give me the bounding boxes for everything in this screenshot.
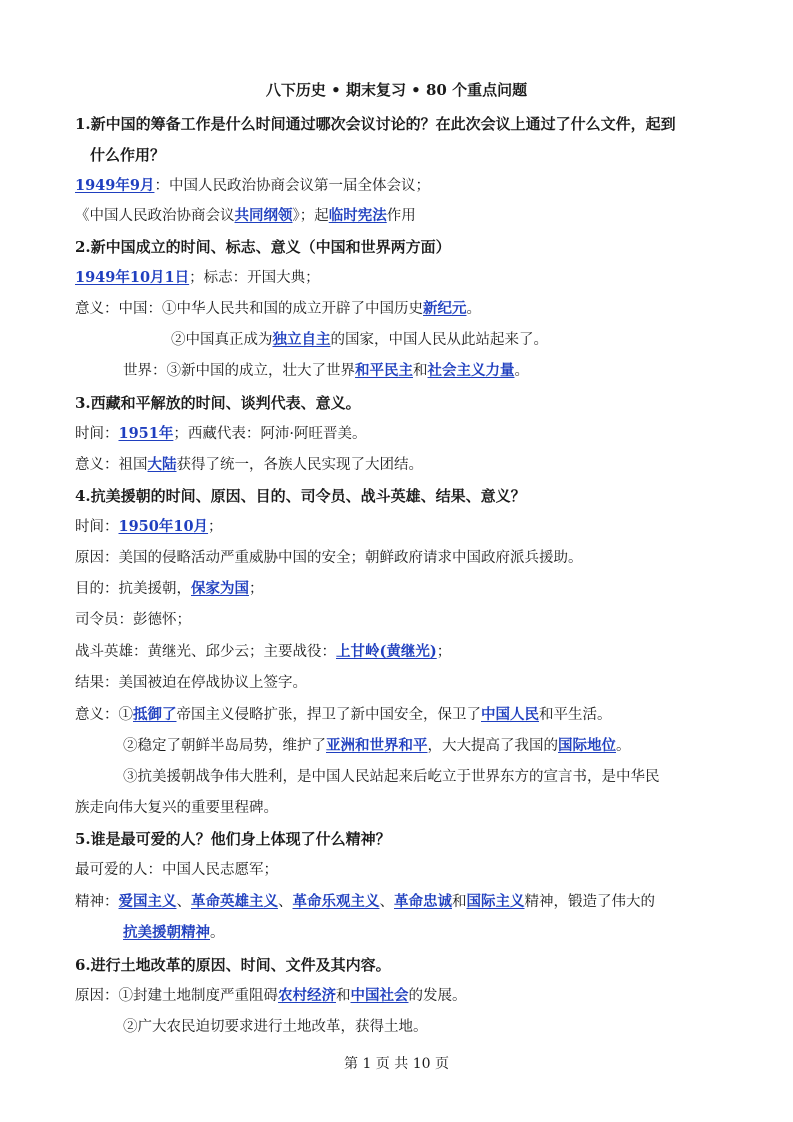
text: 意义：① — [75, 707, 133, 723]
answer-3-line-2 — [75, 455, 725, 475]
answer-6-line-1 — [75, 986, 725, 1006]
question-6: 6.进行土地改革的原因、时间、文件及其内容。 — [75, 956, 391, 974]
text: 获得了统一，各族人民实现了大团结。 — [176, 457, 423, 473]
keyword: 中国人民 — [481, 706, 539, 723]
text: 。 — [514, 363, 529, 379]
answer-2-line-4 — [123, 361, 773, 381]
question-4: 4.抗美援朝的时间、原因、目的、司令员、战斗英雄、结果、意义？ — [75, 487, 526, 505]
text: 族走向伟大复兴的重要里程碑。 — [75, 800, 278, 816]
text: 和 — [413, 363, 428, 379]
answer-2-line-2 — [75, 299, 725, 319]
text: ：中国人民政治协商会议第一届全体会议； — [154, 178, 430, 194]
text: 作用 — [386, 208, 416, 224]
answer-4-line-5 — [75, 642, 725, 662]
answer-6-line-2 — [123, 1017, 773, 1037]
keyword: 1951年 — [118, 425, 174, 442]
keyword: 社会主义力量 — [427, 362, 515, 379]
text: 。 — [616, 738, 631, 754]
question-1: 1.新中国的筹备工作是什么时间通过哪次会议讨论的？在此次会议上通过了什么文件，起到 — [75, 115, 676, 133]
text: 意义：祖国 — [75, 457, 148, 473]
question-3: 3.西藏和平解放的时间、谈判代表、意义。 — [75, 394, 361, 412]
answer-4-line-4 — [75, 610, 725, 630]
answer-1-line-2 — [75, 206, 725, 226]
text: 的国家，中国人民从此站起来了。 — [330, 332, 548, 348]
answer-5-line-1 — [75, 860, 725, 880]
answer-4-line-7 — [75, 705, 725, 725]
answer-3-line-1 — [75, 424, 725, 444]
text: ； — [436, 644, 452, 660]
text: 精神，锻造了伟大的 — [524, 894, 655, 910]
question-5: 5.谁是最可爱的人？他们身上体现了什么精神？ — [75, 830, 391, 848]
keyword: 1949年10月1日 — [75, 269, 190, 286]
text: ；标志：开国大典； — [189, 270, 320, 286]
text: 精神： — [75, 894, 119, 910]
text: 意义：中国：①中华人民共和国的成立开辟了中国历史 — [75, 301, 423, 317]
text: 世界：③新中国的成立，壮大了世界 — [123, 363, 355, 379]
answer-4-line-2 — [75, 548, 725, 568]
text: 、 — [379, 894, 394, 910]
question-2: 2.新中国成立的时间、标志、意义（中国和世界两方面） — [75, 238, 451, 256]
text: 、 — [176, 894, 191, 910]
text: 最可爱的人：中国人民志愿军； — [75, 862, 278, 878]
keyword: 中国社会 — [350, 987, 409, 1004]
answer-2-line-1 — [75, 268, 725, 288]
answer-4-line-3 — [75, 579, 725, 599]
text: 原因：美国的侵略活动严重威胁中国的安全；朝鲜政府请求中国政府派兵援助。 — [75, 550, 583, 566]
keyword: 独立自主 — [272, 331, 331, 348]
question-1-cont: 什么作用？ — [90, 146, 166, 164]
answer-4-line-10 — [75, 798, 725, 818]
page-footer: 第 1 页 共 10 页 — [344, 1056, 449, 1072]
answer-1-line-1 — [75, 176, 725, 196]
text: ②广大农民迫切要求进行土地改革，获得土地。 — [123, 1019, 428, 1035]
text: 》；起 — [292, 208, 329, 224]
keyword: 保家为国 — [191, 580, 249, 597]
keyword: 抵御了 — [133, 706, 177, 723]
text: ，大大提高了我国的 — [427, 738, 558, 754]
text: 司令员：彭德怀； — [75, 612, 191, 628]
keyword: 1949年9月 — [75, 177, 155, 194]
answer-2-line-3 — [171, 330, 793, 350]
keyword: 临时宪法 — [328, 207, 387, 224]
keyword: 革命英雄主义 — [191, 893, 278, 910]
keyword: 国际主义 — [466, 893, 525, 910]
text: 和 — [336, 988, 351, 1004]
text: ； — [249, 581, 264, 597]
text: 时间： — [75, 426, 119, 442]
keyword: 爱国主义 — [118, 893, 177, 910]
text: 战斗英雄：黄继光、邱少云；主要战役： — [75, 644, 336, 660]
keyword: 亚洲和世界和平 — [326, 737, 428, 754]
text: 的发展。 — [408, 988, 467, 1004]
keyword: 新纪元 — [423, 300, 467, 317]
keyword: 共同纲领 — [234, 207, 293, 224]
text: 、 — [278, 894, 293, 910]
text: 和 — [452, 894, 467, 910]
text: 目的：抗美援朝， — [75, 581, 191, 597]
document-title: 八下历史 • 期末复习 • 80 个重点问题 — [265, 81, 528, 99]
keyword: 抗美援朝精神 — [123, 924, 210, 941]
text: ③抗美援朝战争伟大胜利，是中国人民站起来后屹立于世界东方的宣言书，是中华民 — [123, 769, 660, 785]
text: 时间： — [75, 519, 119, 535]
text: 。 — [466, 301, 481, 317]
text: ； — [208, 519, 223, 535]
text: 原因：①封建土地制度严重阻碍 — [75, 988, 278, 1004]
answer-4-line-8 — [123, 736, 773, 756]
text: ；西藏代表：阿沛·阿旺晋美。 — [173, 426, 367, 442]
text: 。 — [210, 925, 225, 941]
answer-4-line-1 — [75, 517, 725, 537]
keyword: 上甘岭(黄继光) — [336, 643, 437, 660]
text: 结果：美国被迫在停战协议上签字。 — [75, 675, 307, 691]
keyword: 大陆 — [147, 456, 177, 473]
text: 《中国人民政治协商会议 — [75, 208, 235, 224]
answer-5-line-3 — [123, 923, 773, 943]
keyword: 和平民主 — [355, 362, 413, 379]
keyword: 国际地位 — [558, 737, 616, 754]
keyword: 革命忠诚 — [394, 893, 452, 910]
keyword: 农村经济 — [278, 987, 336, 1004]
answer-4-line-6 — [75, 673, 725, 693]
text: ②稳定了朝鲜半岛局势，维护了 — [123, 738, 326, 754]
keyword: 革命乐观主义 — [292, 893, 380, 910]
answer-5-line-2 — [75, 892, 725, 912]
text: 和平生活。 — [539, 707, 612, 723]
text: ②中国真正成为 — [171, 332, 273, 348]
text: 帝国主义侵略扩张，捍卫了新中国安全，保卫了 — [176, 707, 481, 723]
answer-4-line-9 — [123, 767, 773, 787]
keyword: 1950年10月 — [118, 518, 209, 535]
